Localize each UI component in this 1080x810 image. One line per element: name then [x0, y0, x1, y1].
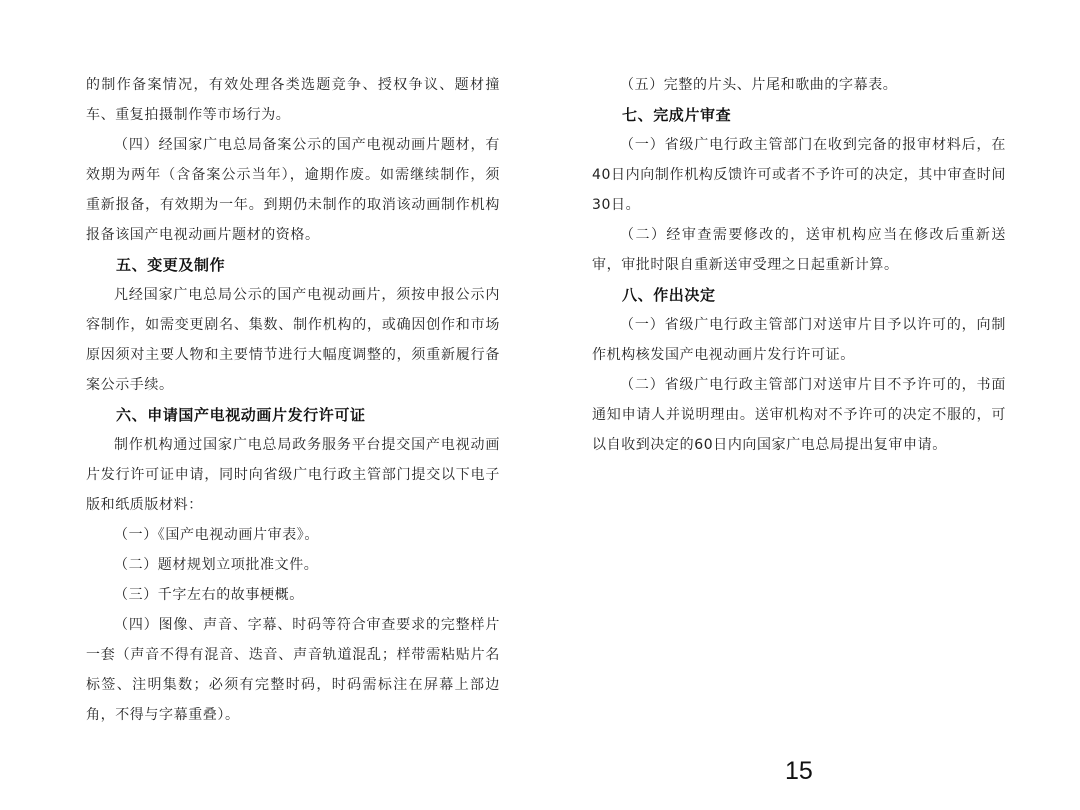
list-item-one: （一）《国产电视动画片审表》。: [114, 527, 319, 543]
list-item-two: （二）题材规划立项批准文件。: [114, 557, 319, 573]
right-column: [592, 70, 1006, 460]
list-item-four: （四）图像、声音、字幕、时码等符合审查要求的完整样片一套（声音不得有混音、迭音、声音轨道混乱；样带需粘贴片名标签、注明集数；必须有完整时码，时码需标注在屏幕上部边角，不得与字幕重叠）。: [86, 617, 500, 723]
paragraph-decision-one: （一）省级广电行政主管部门对送审片目予以许可的，向制作机构核发国产电视动画片发行许可证。: [592, 317, 1006, 363]
section-heading-six: 六、申请国产电视动画片发行许可证: [116, 406, 366, 424]
paragraph-review-one: （一）省级广电行政主管部门在收到完备的报审材料后，在40日内向制作机构反馈许可或者不予许可的决定，其中审查时间30日。: [592, 137, 1006, 213]
left-column: [86, 70, 500, 730]
section-heading-five: 五、变更及制作: [116, 256, 226, 274]
list-item-five: （五）完整的片头、片尾和歌曲的字幕表。: [620, 77, 898, 93]
paragraph-decision-two: （二）省级广电行政主管部门对送审片目不予许可的，书面通知申请人并说明理由。送审机构对不予许可的决定不服的，可以自收到决定的60日内向国家广电总局提出复审申请。: [592, 377, 1006, 453]
list-item-three: （三）千字左右的故事梗概。: [114, 587, 304, 603]
paragraph-change-production: 凡经国家广电总局公示的国产电视动画片，须按申报公示内容制作，如需变更剧名、集数、制作机构的，或确因创作和市场原因须对主要人物和主要情节进行大幅度调整的，须重新履行备案公示手续。: [86, 287, 500, 393]
section-heading-eight: 八、作出决定: [622, 286, 716, 304]
section-heading-seven: 七、完成片审查: [622, 106, 732, 124]
page-number: 15: [785, 757, 813, 785]
paragraph-license-application: 制作机构通过国家广电总局政务服务平台提交国产电视动画片发行许可证申请，同时向省级广电行政主管部门提交以下电子版和纸质版材料：: [86, 437, 500, 513]
paragraph-item-four-validity: （四）经国家广电总局备案公示的国产电视动画片题材，有效期为两年（含备案公示当年），逾期作废。如需继续制作，须重新报备，有效期为一年。到期仍未制作的取消该动画制作机构报备该国产电视动画片题材的资格。: [86, 137, 500, 243]
paragraph-review-two: （二）经审查需要修改的，送审机构应当在修改后重新送审，审批时限自重新送审受理之日起重新计算。: [592, 227, 1006, 273]
paragraph-continuation: 的制作备案情况，有效处理各类选题竞争、授权争议、题材撞车、重复拍摄制作等市场行为。: [86, 77, 500, 123]
